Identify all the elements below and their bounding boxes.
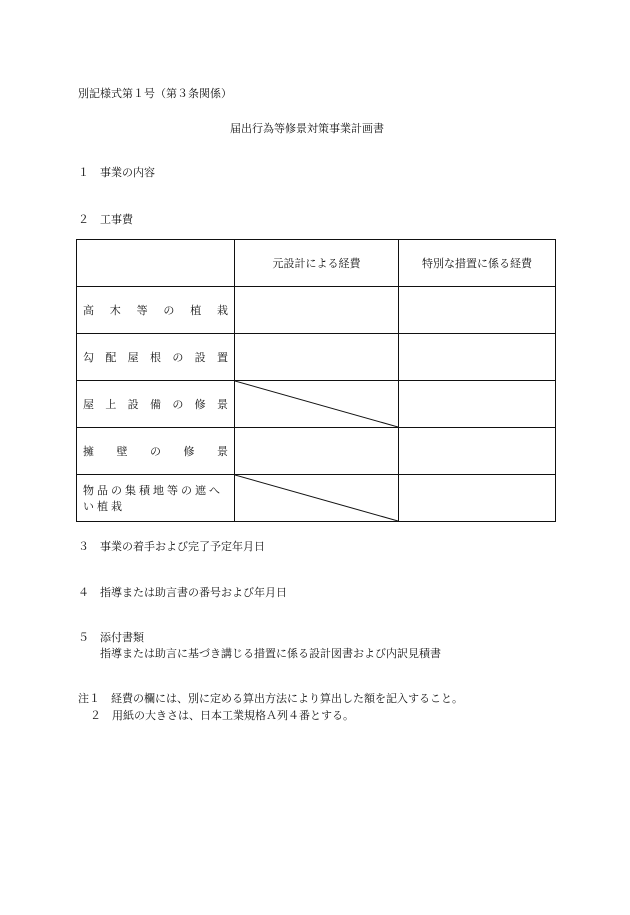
diagonal-strike-line	[235, 475, 398, 521]
section-1-heading: １ 事業の内容	[78, 166, 155, 179]
row-label-char: の	[150, 445, 161, 458]
row-label-char: 栽	[216, 304, 228, 317]
header-original-cost: 元設計による経費	[235, 240, 399, 287]
original-cost-cell[interactable]	[235, 287, 399, 334]
special-cost-cell[interactable]	[399, 334, 556, 381]
section-5-body: 指導または助言に基づき講じる措置に係る設計図書および内訳見積書	[100, 647, 441, 660]
row-label-char: 屋	[127, 351, 139, 364]
cost-table	[76, 239, 556, 522]
section-5-heading: ５ 添付書類	[78, 631, 144, 644]
row-label	[77, 349, 234, 365]
header-special-cost: 特別な措置に係る経費	[399, 240, 556, 287]
diagonal-strike-line	[235, 381, 398, 427]
section-3-heading: ３ 事業の着手および完了予定年月日	[78, 540, 265, 553]
row-label: 物品の集積地等の遮へい植栽	[83, 484, 223, 513]
row-label-char: 木	[109, 304, 121, 317]
row-label-char: 等	[136, 304, 148, 317]
row-label-char: 勾	[83, 351, 94, 364]
row-label-char: 擁	[83, 445, 94, 458]
table-row	[77, 287, 556, 334]
row-label-char: 根	[149, 351, 161, 364]
row-label-char: 植	[190, 304, 202, 317]
row-label-char: 設	[127, 398, 139, 411]
row-label-char: の	[163, 304, 175, 317]
row-label	[77, 443, 234, 459]
row-label-char: 備	[149, 398, 161, 411]
row-label	[77, 302, 234, 318]
row-label-char: 景	[216, 398, 228, 411]
table-row	[77, 381, 556, 428]
table-header-row	[77, 240, 556, 287]
row-label-char: の	[172, 351, 184, 364]
special-cost-cell[interactable]	[399, 381, 556, 428]
crossed-out-cell	[235, 475, 399, 522]
row-label-cell	[77, 381, 235, 428]
note-2: ２ 用紙の大きさは、日本工業規格Ａ列４番とする。	[90, 709, 354, 722]
special-cost-cell[interactable]	[399, 428, 556, 475]
special-cost-cell[interactable]	[399, 475, 556, 522]
section-2-heading: ２ 工事費	[78, 213, 133, 226]
row-label-char: 景	[217, 445, 228, 458]
row-label-cell	[77, 287, 235, 334]
row-label-cell	[77, 475, 235, 522]
row-label-char: 高	[83, 304, 94, 317]
row-label-char: 修	[183, 445, 195, 458]
table-row	[77, 428, 556, 475]
row-label-char: 置	[216, 351, 228, 364]
original-cost-cell[interactable]	[235, 334, 399, 381]
row-label-char: 修	[194, 398, 206, 411]
note-1: 注１ 経費の欄には、別に定める算出方法により算出した額を記入すること。	[78, 692, 463, 705]
table-row	[77, 334, 556, 381]
row-label-char: の	[172, 398, 184, 411]
row-label-char: 配	[105, 351, 117, 364]
original-cost-cell[interactable]	[235, 428, 399, 475]
row-label-cell	[77, 428, 235, 475]
table-row	[77, 475, 556, 522]
section-4-heading: ４ 指導または助言書の番号および年月日	[78, 586, 287, 599]
special-cost-cell[interactable]	[399, 287, 556, 334]
row-label-char: 屋	[83, 398, 94, 411]
row-label-char: 設	[194, 351, 206, 364]
page-title: 届出行為等修景対策事業計画書	[230, 122, 384, 135]
row-label-char: 上	[105, 398, 117, 411]
header-blank-cell	[77, 240, 235, 287]
form-number: 別記様式第１号（第３条関係）	[78, 87, 232, 100]
row-label-char: 壁	[116, 445, 128, 458]
row-label-cell	[77, 334, 235, 381]
row-label	[77, 396, 234, 412]
crossed-out-cell	[235, 381, 399, 428]
